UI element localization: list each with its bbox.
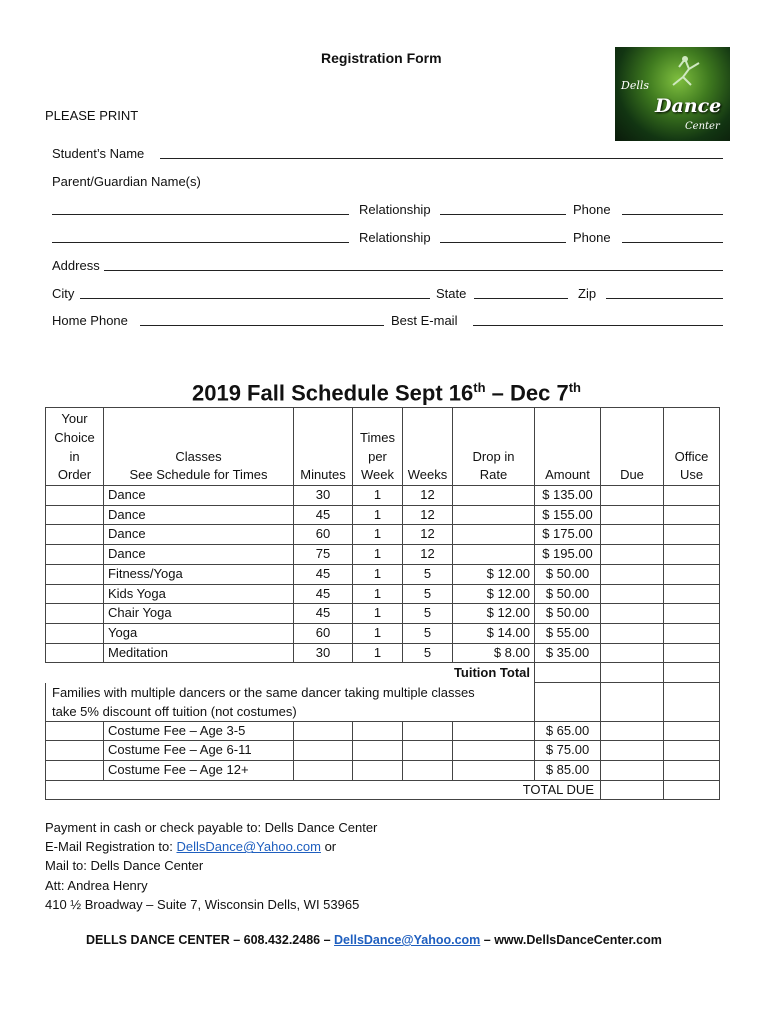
payment-line: Payment in cash or check payable to: Dells Dance Center <box>45 820 378 835</box>
minutes-cell: 30 <box>294 643 353 663</box>
amount-cell: $ 195.00 <box>535 545 601 565</box>
due-cell[interactable] <box>601 643 664 663</box>
choice-order-cell[interactable] <box>46 604 104 624</box>
times-per-week-cell: 1 <box>353 486 403 506</box>
phone-label-2: Phone <box>573 230 611 245</box>
weeks-cell: 5 <box>403 643 453 663</box>
relationship-1-field[interactable] <box>440 214 566 215</box>
amount-cell: $ 55.00 <box>535 623 601 643</box>
dancer-figure-icon <box>665 55 705 95</box>
table-header-row <box>46 408 720 486</box>
due-cell[interactable] <box>601 486 664 506</box>
costume-label: Costume Fee – Age 12+ <box>104 760 294 780</box>
times-per-week-cell: 1 <box>353 643 403 663</box>
total-due-office-cell <box>664 780 720 800</box>
table-row <box>46 623 720 643</box>
registration-email-link[interactable]: DellsDance@Yahoo.com <box>176 839 321 855</box>
email-label: Best E-mail <box>391 313 458 328</box>
total-due-label: TOTAL DUE <box>46 780 601 800</box>
discount-office-cell <box>664 683 720 722</box>
due-cell[interactable] <box>601 584 664 604</box>
drop-in-cell <box>453 525 535 545</box>
due-cell[interactable] <box>601 545 664 565</box>
header-minutes: Minutes <box>294 408 353 486</box>
drop-in-cell <box>453 486 535 506</box>
discount-note: Families with multiple dancers or the same dancer taking multiple classes take 5% discount off tuition (not costumes) <box>46 683 535 722</box>
class-name: Dance <box>104 525 294 545</box>
times-per-week-cell: 1 <box>353 584 403 604</box>
please-print-note: PLEASE PRINT <box>45 108 139 123</box>
header-office-use: Office Use <box>664 408 720 486</box>
tuition-total-amount-cell[interactable] <box>535 663 601 683</box>
office-use-cell <box>664 486 720 506</box>
choice-order-cell[interactable] <box>46 525 104 545</box>
guardian-2-name-field[interactable] <box>52 242 349 243</box>
tuition-total-due-cell[interactable] <box>601 663 664 683</box>
total-due-cell[interactable] <box>601 780 664 800</box>
choice-order-cell[interactable] <box>46 623 104 643</box>
minutes-cell: 45 <box>294 584 353 604</box>
weeks-cell: 12 <box>403 486 453 506</box>
table-row <box>46 564 720 584</box>
logo-dance-text: Dance <box>655 95 722 117</box>
page-title: Registration Form <box>321 50 442 66</box>
class-name: Fitness/Yoga <box>104 564 294 584</box>
costume-row <box>46 741 720 761</box>
minutes-cell: 30 <box>294 486 353 506</box>
office-use-cell <box>664 604 720 624</box>
schedule-title: 2019 Fall Schedule Sept 16th – Dec 7th <box>192 380 581 406</box>
costume-row <box>46 721 720 741</box>
footer-email-link[interactable]: DellsDance@Yahoo.com <box>334 933 481 947</box>
due-cell[interactable] <box>601 604 664 624</box>
table-row <box>46 545 720 565</box>
header-choice: Your Choice in Order <box>46 408 104 486</box>
tuition-total-row <box>46 663 720 683</box>
drop-in-cell <box>453 545 535 565</box>
weeks-cell: 5 <box>403 564 453 584</box>
weeks-cell: 12 <box>403 525 453 545</box>
relationship-label-2: Relationship <box>359 230 431 245</box>
minutes-cell: 75 <box>294 545 353 565</box>
times-per-week-cell: 1 <box>353 564 403 584</box>
choice-order-cell[interactable] <box>46 643 104 663</box>
choice-order-cell[interactable] <box>46 760 104 780</box>
tuition-total-office-cell <box>664 663 720 683</box>
class-name: Yoga <box>104 623 294 643</box>
payment-instructions <box>45 818 377 914</box>
tuition-total-label: Tuition Total <box>46 663 535 683</box>
logo-dells-text: Dells <box>621 79 650 92</box>
header-drop-in-rate: Drop in Rate <box>453 408 535 486</box>
minutes-cell: 45 <box>294 505 353 525</box>
address-label: Address <box>52 258 100 273</box>
choice-order-cell[interactable] <box>46 741 104 761</box>
amount-cell: $ 35.00 <box>535 643 601 663</box>
office-use-cell <box>664 584 720 604</box>
student-name-label: Student’s Name <box>52 146 145 161</box>
choice-order-cell[interactable] <box>46 584 104 604</box>
header-due: Due <box>601 408 664 486</box>
times-per-week-cell: 1 <box>353 623 403 643</box>
costume-label: Costume Fee – Age 3-5 <box>104 721 294 741</box>
office-use-cell <box>664 505 720 525</box>
weeks-cell: 12 <box>403 505 453 525</box>
choice-order-cell[interactable] <box>46 545 104 565</box>
phone-label-1: Phone <box>573 202 611 217</box>
footer-contact: DELLS DANCE CENTER – 608.432.2486 – DellsDance@Yahoo.com – www.DellsDanceCenter.com <box>86 933 662 947</box>
choice-order-cell[interactable] <box>46 721 104 741</box>
city-label: City <box>52 286 75 301</box>
office-use-cell <box>664 760 720 780</box>
drop-in-cell: $ 12.00 <box>453 584 535 604</box>
due-cell[interactable] <box>601 525 664 545</box>
relationship-2-field[interactable] <box>440 242 566 243</box>
office-use-cell <box>664 741 720 761</box>
office-use-cell <box>664 545 720 565</box>
weeks-cell: 5 <box>403 604 453 624</box>
due-cell[interactable] <box>601 721 664 741</box>
office-use-cell <box>664 623 720 643</box>
total-due-row <box>46 780 720 800</box>
office-use-cell <box>664 525 720 545</box>
class-name: Dance <box>104 486 294 506</box>
due-cell[interactable] <box>601 741 664 761</box>
phone-1-field[interactable] <box>622 214 723 215</box>
zip-label: Zip <box>578 286 597 301</box>
header-weeks: Weeks <box>403 408 453 486</box>
phone-2-field[interactable] <box>622 242 723 243</box>
table-row <box>46 584 720 604</box>
class-name: Kids Yoga <box>104 584 294 604</box>
office-use-cell <box>664 721 720 741</box>
city-field[interactable] <box>80 298 430 299</box>
costume-row <box>46 760 720 780</box>
guardian-1-name-field[interactable] <box>52 214 349 215</box>
table-row <box>46 604 720 624</box>
header-times-per-week: Times per Week <box>353 408 403 486</box>
discount-row <box>46 683 720 722</box>
drop-in-cell: $ 12.00 <box>453 564 535 584</box>
weeks-cell: 5 <box>403 584 453 604</box>
header-classes: Classes See Schedule for Times <box>104 408 294 486</box>
discount-due-cell[interactable] <box>601 683 664 722</box>
weeks-cell: 5 <box>403 623 453 643</box>
minutes-cell: 60 <box>294 623 353 643</box>
amount-cell: $ 50.00 <box>535 584 601 604</box>
due-cell[interactable] <box>601 505 664 525</box>
class-name: Dance <box>104 545 294 565</box>
class-name: Chair Yoga <box>104 604 294 624</box>
minutes-cell: 60 <box>294 525 353 545</box>
table-row <box>46 525 720 545</box>
costume-amount: $ 65.00 <box>535 721 601 741</box>
email-field[interactable] <box>473 325 723 326</box>
table-row <box>46 643 720 663</box>
amount-cell: $ 50.00 <box>535 604 601 624</box>
drop-in-cell: $ 14.00 <box>453 623 535 643</box>
times-per-week-cell: 1 <box>353 525 403 545</box>
minutes-cell: 45 <box>294 564 353 584</box>
table-row <box>46 505 720 525</box>
times-per-week-cell: 1 <box>353 505 403 525</box>
email-registration-line: E-Mail Registration to: DellsDance@Yahoo.com or <box>45 839 337 855</box>
relationship-label-1: Relationship <box>359 202 431 217</box>
choice-order-cell[interactable] <box>46 486 104 506</box>
times-per-week-cell: 1 <box>353 545 403 565</box>
logo-center-text: Center <box>685 121 720 132</box>
minutes-cell: 45 <box>294 604 353 624</box>
amount-cell: $ 135.00 <box>535 486 601 506</box>
choice-order-cell[interactable] <box>46 564 104 584</box>
choice-order-cell[interactable] <box>46 505 104 525</box>
costume-label: Costume Fee – Age 6-11 <box>104 741 294 761</box>
parent-guardian-label: Parent/Guardian Name(s) <box>52 174 201 189</box>
due-cell[interactable] <box>601 564 664 584</box>
office-use-cell <box>664 564 720 584</box>
header-amount: Amount <box>535 408 601 486</box>
dance-center-logo <box>615 47 730 141</box>
drop-in-cell: $ 12.00 <box>453 604 535 624</box>
times-per-week-cell: 1 <box>353 604 403 624</box>
discount-amount-cell[interactable] <box>535 683 601 722</box>
zip-field[interactable] <box>606 298 723 299</box>
schedule-table <box>45 407 720 800</box>
weeks-cell: 12 <box>403 545 453 565</box>
home-phone-label: Home Phone <box>52 313 128 328</box>
attention-line: Att: Andrea Henry <box>45 877 148 893</box>
address-field[interactable] <box>104 270 723 271</box>
table-row <box>46 486 720 506</box>
amount-cell: $ 50.00 <box>535 564 601 584</box>
office-use-cell <box>664 643 720 663</box>
drop-in-cell <box>453 505 535 525</box>
costume-amount: $ 85.00 <box>535 760 601 780</box>
class-name: Meditation <box>104 643 294 663</box>
drop-in-cell: $ 8.00 <box>453 643 535 663</box>
costume-amount: $ 75.00 <box>535 741 601 761</box>
class-name: Dance <box>104 505 294 525</box>
mailing-address-line: 410 ½ Broadway – Suite 7, Wisconsin Dells, WI 53965 <box>45 896 360 912</box>
amount-cell: $ 155.00 <box>535 505 601 525</box>
mail-to-line: Mail to: Dells Dance Center <box>45 858 204 874</box>
student-name-field[interactable] <box>160 158 723 159</box>
state-field[interactable] <box>474 298 568 299</box>
home-phone-field[interactable] <box>140 325 384 326</box>
state-label: State <box>436 286 467 301</box>
amount-cell: $ 175.00 <box>535 525 601 545</box>
due-cell[interactable] <box>601 760 664 780</box>
due-cell[interactable] <box>601 623 664 643</box>
